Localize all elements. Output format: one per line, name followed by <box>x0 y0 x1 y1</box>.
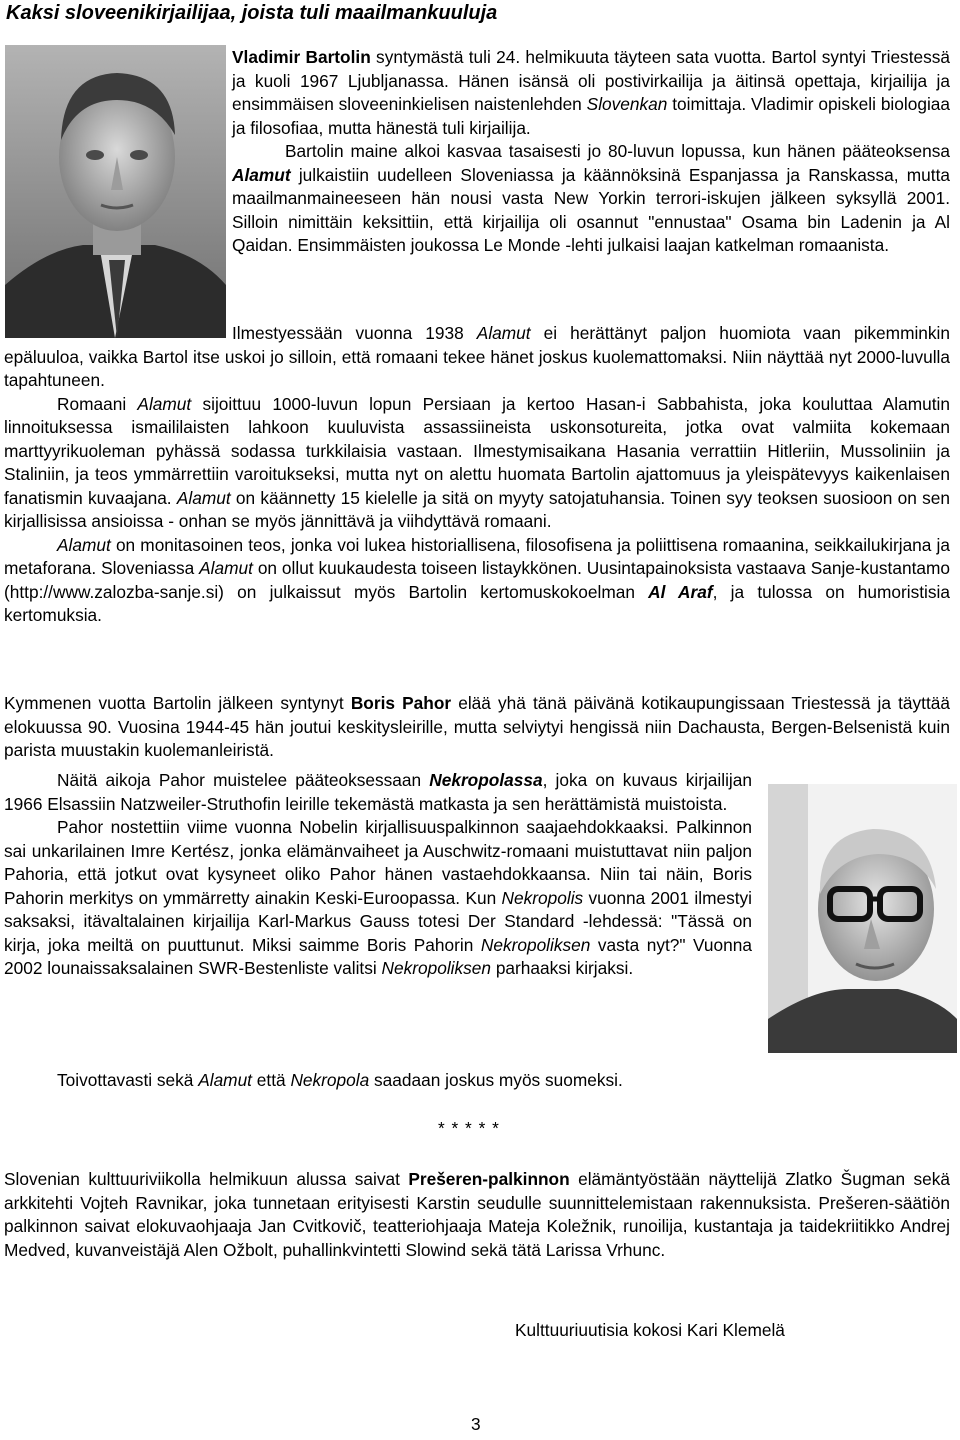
bartol-p2-text-1: Bartolin maine alkoi kasvaa tasaisesti jo 80-luvun lopussa, kun hänen pääteoksensa <box>285 141 950 161</box>
pahor-p3-text-3: vasta nyt?" Vuonna 2002 lounaissaksalainen SWR-Bestenliste valitsi <box>4 934 752 978</box>
nekropola-title: Nekropolassa <box>429 770 543 790</box>
bartol-intro <box>232 46 950 258</box>
nekropola-title-2: Nekropola <box>290 1070 370 1090</box>
portrait-bartol-image <box>5 45 226 338</box>
nekropolis-title: Nekropolis <box>501 887 584 908</box>
pahor-p3-text-4: parhaaksi kirjaksi. <box>491 958 634 978</box>
bartol-p1-text-2: toimittaja. Vladimir opiskeli biologiaa ja filosofiaa, mutta hänestä tuli kirjailija. <box>232 94 951 138</box>
pahor-p1-text-1: Kymmenen vuotta Bartolin jälkeen syntynyt <box>4 693 351 713</box>
alamut-title: Alamut <box>232 164 291 185</box>
pahor-body <box>4 769 752 981</box>
bartol-continued <box>4 322 950 628</box>
alamut-title-6: Alamut <box>199 558 253 578</box>
alamut-title-3: Alamut <box>137 393 192 414</box>
bartol-p2-text-3: Ilmestyessään vuonna 1938 <box>232 323 477 343</box>
bartol-p4-text-3: , ja tulossa on humoristisia kertomuksia. <box>4 581 950 625</box>
alamut-title-4: Alamut <box>176 487 231 508</box>
pahor-p2-text-2: , joka on kuvaus kirjailijan 1966 Elsassiin Natzweiler-Struthofin leirille tekemästä matkasta ja sen herättämistä muistoista. <box>4 770 752 814</box>
portrait-pahor <box>768 784 957 1053</box>
alamut-title-7: Alamut <box>198 1070 252 1090</box>
portrait-bartol <box>5 45 226 338</box>
pahor-intro <box>4 692 950 763</box>
pahor-p4-text-3: saadaan joskus myös suomeksi. <box>369 1070 623 1090</box>
slovenka-title: Slovenkan <box>586 94 668 114</box>
article-title: Kaksi sloveenikirjailijaa, joista tuli maailmankuuluja <box>6 2 498 24</box>
alamut-title-5: Alamut <box>57 534 111 555</box>
bartol-p3-text-3: on käännetty 15 kielelle ja sitä on myyty satojatuhansia. Toinen syy teoksen suosioon on sen kirjallisissa ansioissa - onhan se myös jännittävä ja viihdyttävä romaani. <box>4 487 950 531</box>
bartol-p4-text-2: on ollut kuukaudesta toiseen listaykkönen. Uusintapainoksista vastaava Sanje-kustantamo (http://www.zalozba-sanje.si) on julkaissut myös Bartolin kertomuskokoelman <box>4 558 950 602</box>
pahor-name: Boris Pahor <box>350 693 452 713</box>
pahor-p4-text-1: Toivottavasti sekä <box>57 1070 199 1090</box>
bartol-p1-text-1: syntymästä tuli 24. helmikuuta täyteen sata vuotta. Bartol syntyi Triestessä ja kuoli 1967 Ljubljanassa. Hänen isänsä oli postivirkailija ja äitinsä opettaja, kirjailija ja ensimmäisen sloveeninkielisen naistenlehden <box>232 47 950 114</box>
pahor-p4-text-2: että <box>252 1070 291 1090</box>
bartol-p2-text-2: julkaistiin uudelleen Sloveniassa ja käännöksinä Espanjassa ja Ranskassa, mutta maailmanmaineeseen hän nousi vasta New Yorkin terrori-iskujen jälkeen syksyllä 2001. Silloin nimittäin keksittiin, että kirjailija oli osannut "ennustaa" Osama bin Ladenin ja Al Qaidan. Ensimmäisten joukossa Le Monde -lehti julkaisi laajan katkelman romaanista. <box>232 164 950 255</box>
signature: Kulttuuriuutisia kokosi Kari Klemelä <box>515 1320 785 1340</box>
pahor-p3-text-1: Pahor nostettiin viime vuonna Nobelin kirjallisuuspalkinnon saajaehdokkaaksi. Palkinnon sai unkarilainen Imre Kertész, jonka elämänvaiheet ja Auschwitz-romaani muistuttavat niin paljon Pahoria, että jotkut ovat kysyneet oliko Pahor hänen vastaehdokkaansa. Niin tai näin, Boris Pahorin merkitys on ymmärretty ainakin Keski-Euroopassa. Kun <box>4 817 752 908</box>
pahor-closing <box>57 1069 777 1093</box>
nekropoliksen-title-2: Nekropoliksen <box>381 958 492 978</box>
alamut-title-2: Alamut <box>476 323 531 343</box>
al-araf-title: Al Araf <box>648 581 713 602</box>
nekropoliksen-title: Nekropoliksen <box>480 934 591 955</box>
bartol-p4-text-1: on monitasoinen teos, jonka voi lukea historiallisena, filosofisena ja poliittisena romaanina, seikkailukirjana ja metaforana. Sloveniassa <box>4 534 950 578</box>
pahor-p1-text-2: elää yhä tänä päivänä kotikaupungissaan Triestessä ja täyttää elokuussa 90. Vuosina 1944-45 hän joutui keskitysleirille, mutta selviytyi hengissä niin Dachausta, Bergen-Belsenistä kuin parista muustakin kuolemanleiristä. <box>4 693 951 760</box>
bartol-p2-text-4: ei herättänyt paljon huomiota vaan pikemminkin epäluuloa, vaikka Bartol itse uskoi jo silloin, että romaani tekee hänet joskus kuolemattomaksi. Niin näyttää nyt 2000-luvulla tapahtuneen. <box>4 323 951 390</box>
preseren-text-1: Slovenian kulttuuriviikolla helmikuun alussa saivat <box>4 1169 409 1189</box>
bartol-p3-text-2: sijoittuu 1000-luvun lopun Persiaan ja kertoo Hasan-i Sabbahista, joka kouluttaa Alamutin linnoituksessa ismaililaisten lahkoon kuuluvista assassiineista uskonsotureita, jotka ovat valmiita kokemaan marttyyrikuoleman pyhässä sodassa turkkilaisia vastaan. Ilmestymisaikana Hasania verrattiin Hitleriin, Mussoliniin ja Staliniin, ja teos ymmärrettiin varoitukseksi, mutta nyt on alettu huomata Bartolin ajattomuus ja yleispätevyys kaikenlaisen fanatismin kuvaajana. <box>4 393 950 508</box>
pahor-p2-text-1: Näitä aikoja Pahor muistelee pääteoksessaan <box>57 770 430 790</box>
pahor-p3-text-2: vuonna 2001 ilmestyi saksaksi, itävaltalainen kirjailija Karl-Markus Gauss totesi Der Standard -lehdessä: "Tässä on kirja, joka meiltä on puuttunut. Miksi saimme Boris Pahorin <box>4 887 752 955</box>
bartol-p3-text-1: Romaani <box>57 393 138 414</box>
preseren-text-2: elämäntyöstään näyttelijä Zlatko Šugman sekä arkkitehti Vojteh Ravnikar, joka tunnetaan erityisesti Karstin seudulle suunnittelemistaan rakennuksista. Prešeren-säätiön palkinnon saivat elokuvaohjaaja Jan Cvitkovič, teatteriohjaaja Mateja Koležnik, runoilija, kustantaja ja taidekriitikko Andrej Medved, kuvanveistäjä Alen Ožbolt, puhallinkvintetti Slowind sekä tätä Larissa Vrhunc. <box>4 1169 950 1260</box>
preseren-award: Prešeren-palkinnon <box>408 1169 570 1189</box>
preseren-paragraph <box>4 1168 950 1262</box>
page-number: 3 <box>471 1414 481 1434</box>
bartol-name: Vladimir Bartolin <box>232 47 371 67</box>
section-separator: * * * * * <box>438 1118 500 1138</box>
portrait-pahor-image <box>768 784 957 1053</box>
